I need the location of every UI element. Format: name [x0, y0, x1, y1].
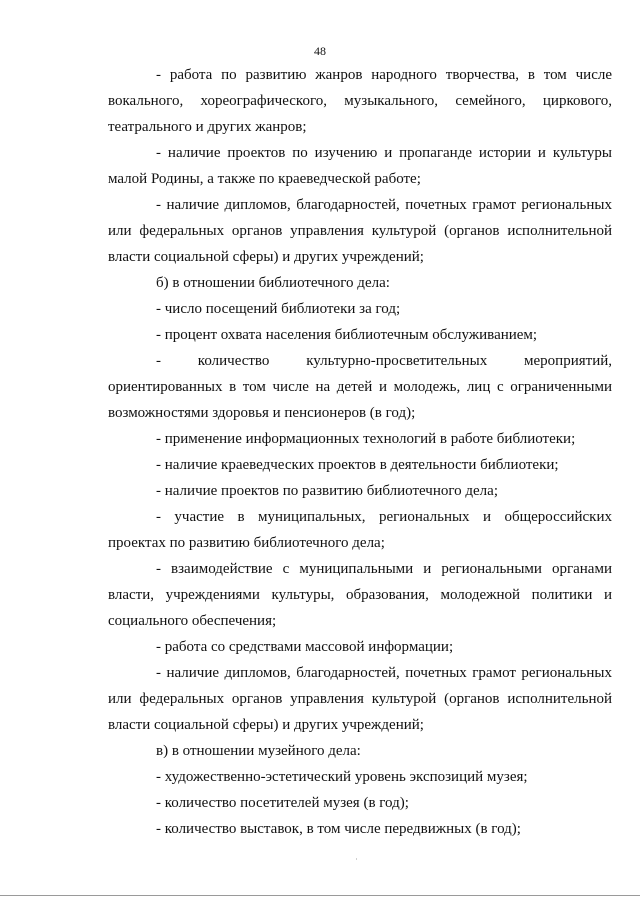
document-body: [108, 62, 612, 842]
paragraph-museum-exhibitions: - количество выставок, в том числе передвижных (в год);: [156, 821, 521, 837]
paragraph-interaction-authorities: - взаимодействие с муниципальными и региональными органами власти, учреждениями культуры, образования, молодежной политики и социального обеспечения;: [108, 561, 612, 629]
paragraph-cultural-events: - количество культурно-просветительных мероприятий, ориентированных в том числе на детей и молодежь, лиц с ограниченными возможностями здоровья и пенсионеров (в год);: [108, 353, 612, 421]
paragraph-library-visits: - число посещений библиотеки за год;: [156, 301, 401, 317]
paragraph-museum-heading: в) в отношении музейного дела:: [156, 743, 361, 759]
paragraph-diplomas-culture: - наличие дипломов, благодарностей, почетных грамот региональных или федеральных органов управления культурой (органов исполнительной власти социальной сферы) и других учреждений;: [108, 197, 612, 265]
paragraph-library-local-projects: - наличие краеведческих проектов в деятельности библиотеки;: [156, 457, 559, 473]
paragraph-diplomas-library: - наличие дипломов, благодарностей, почетных грамот региональных или федеральных органов управления культурой (органов исполнительной власти социальной сферы) и других учреждений;: [108, 665, 612, 733]
bottom-rule: [0, 895, 640, 896]
page-number: 48: [314, 44, 326, 58]
paragraph-museum-visitors: - количество посетителей музея (в год);: [156, 795, 409, 811]
paragraph-mass-media: - работа со средствами массовой информации;: [156, 639, 454, 655]
paragraph-it-usage: - применение информационных технологий в работе библиотеки;: [156, 431, 576, 447]
paragraph-folk-genres: - работа по развитию жанров народного творчества, в том числе вокального, хореографического, музыкального, семейного, циркового, театрального и других жанров;: [108, 67, 612, 135]
paragraph-library-coverage: - процент охвата населения библиотечным обслуживанием;: [156, 327, 538, 343]
paragraph-library-development: - наличие проектов по развитию библиотечного дела;: [156, 483, 498, 499]
paragraph-participation-projects: - участие в муниципальных, региональных и общероссийских проектах по развитию библиотечного дела;: [108, 509, 612, 551]
scan-speck: [356, 858, 357, 860]
paragraph-museum-exposition: - художественно-эстетический уровень экспозиций музея;: [156, 769, 528, 785]
paragraph-library-heading: б) в отношении библиотечного дела:: [156, 275, 390, 291]
paragraph-local-history-projects: - наличие проектов по изучению и пропаганде истории и культуры малой Родины, а также по краеведческой работе;: [108, 145, 612, 187]
